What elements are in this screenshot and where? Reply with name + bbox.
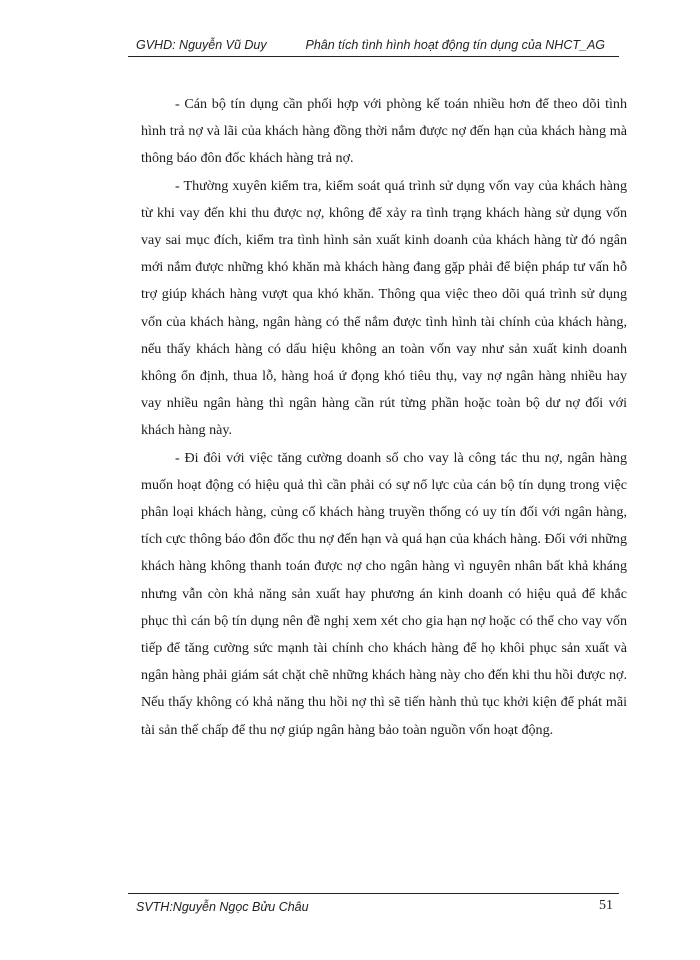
paragraph: - Thường xuyên kiểm tra, kiểm soát quá trình sử dụng vốn vay của khách hàng từ khi vay đến khi thu được nợ, không để xảy ra tình trạng khách hàng sử dụng vốn vay sai mục đích, kiểm tra tình hình sản xuất kinh doanh của khách hàng từ đó ngân mới nắm được những khó khăn mà khách hàng đang gặp phải để biện pháp tư vấn hỗ trợ giúp khách hàng vượt qua khó khăn. Thông qua việc theo dõi quá trình sử dụng vốn của khách hàng, ngân hàng có thể nắm được tình hình tài chính của khách hàng, nếu thấy khách hàng có dấu hiệu không an toàn vốn vay như sản xuất kinh doanh không ổn định, thua lỗ, hàng hoá ứ đọng khó tiêu thụ, vay nợ ngân hàng nhiều hay vay nhiều ngân hàng thì ngân hàng cần rút từng phần hoặc toàn bộ dư nợ đối với khách hàng này. bbox=[141, 177, 627, 439]
paragraph: - Đi đôi với việc tăng cường doanh số cho vay là công tác thu nợ, ngân hàng muốn hoạt động có hiệu quả thì cần phải có sự nổ lực của cán bộ tín dụng trong việc phân loại khách hàng, củng cố khách hàng truyền thống có uy tín đối với ngân hàng, tích cực thông báo đôn đốc thu nợ đến hạn và quá hạn của khách hàng. Đối với những khách hàng không thanh toán được nợ cho ngân hàng vì nguyên nhân bất khả kháng nhưng vẫn còn khả năng sản xuất hay phương án kinh doanh có hiệu quả để khắc phục thì cán bộ tín dụng nên đề nghị xem xét cho gia hạn nợ hoặc có thể cho vay vốn tiếp để tăng cường sức mạnh tài chính cho khách hàng để họ khôi phục sản xuất và ngân hàng phải giám sát chặt chẽ những khách hàng này cho đến khi thu hồi được nợ. Nếu thấy không có khả năng thu hồi nợ thì sẽ tiến hành thủ tục khởi kiện để phát mãi tài sản thế chấp để thu nợ giúp ngân hàng bảo toàn nguồn vốn hoạt động. bbox=[141, 449, 627, 738]
page-footer bbox=[128, 893, 619, 916]
body-text bbox=[141, 91, 627, 744]
paragraph: - Cán bộ tín dụng cần phối hợp với phòng kế toán nhiều hơn để theo dõi tình hình trả nợ và lãi của khách hàng đồng thời nắm được nợ đến hạn của khách hàng mà thông báo đôn đốc khách hàng trả nợ. bbox=[141, 96, 627, 167]
header-title: Phân tích tình hình hoạt động tín dụng của NHCT_AG bbox=[305, 38, 605, 52]
header-advisor: GVHD: Nguyễn Vũ Duy bbox=[136, 38, 267, 52]
footer-student: SVTH:Nguyễn Ngọc Bửu Châu bbox=[136, 900, 309, 914]
page-number: 51 bbox=[599, 898, 613, 913]
page-header bbox=[128, 34, 619, 57]
